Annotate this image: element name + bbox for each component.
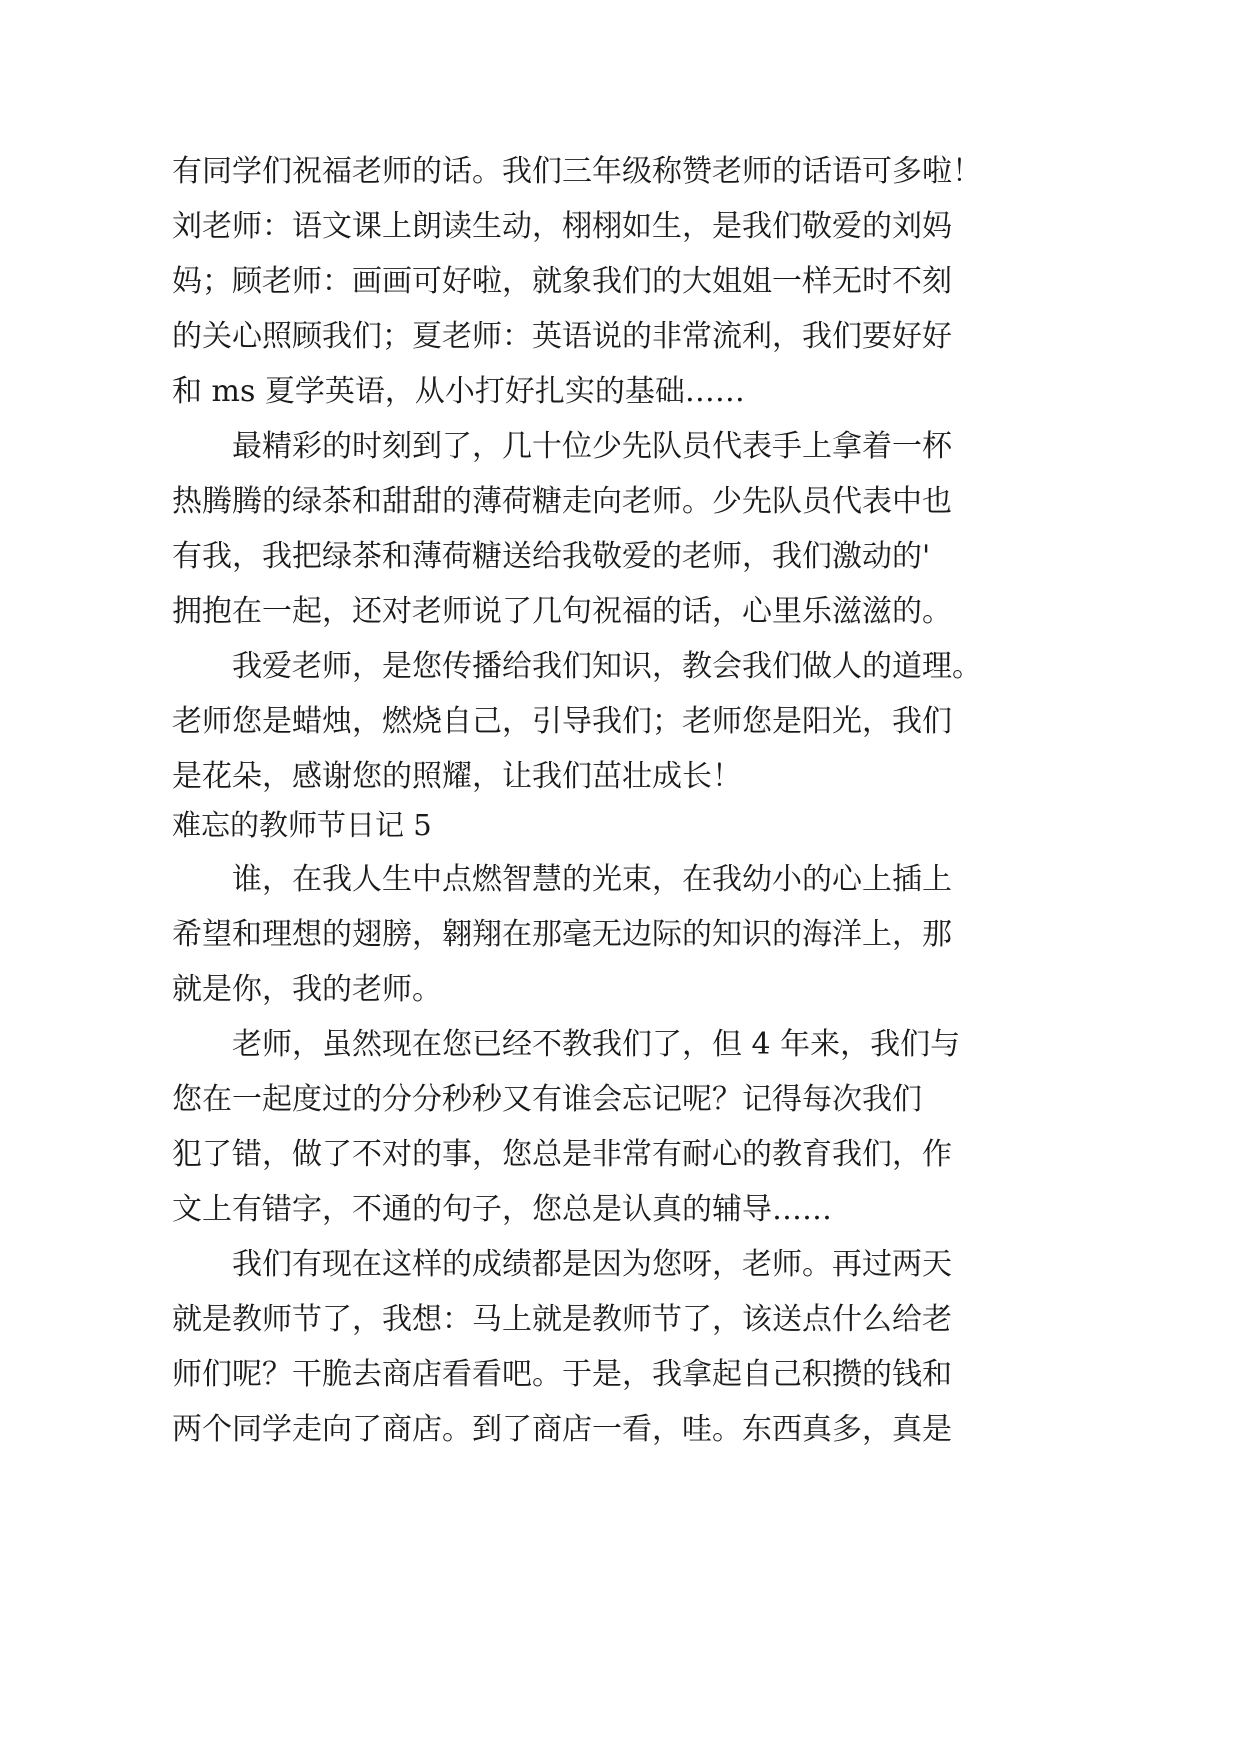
text-line [0, 1080, 1241, 1120]
text-line-content: 妈；顾老师：画画可好啦，就象我们的大姐姐一样无时不刻 [172, 264, 952, 299]
text-line [0, 702, 1241, 742]
section-heading-text: 难忘的教师节日记 5 [172, 808, 432, 842]
text-line [0, 317, 1241, 357]
text-line-content: 师们呢？干脆去商店看看吧。于是，我拿起自己积攒的钱和 [172, 1357, 952, 1392]
text-line [0, 262, 1241, 302]
text-line [0, 1245, 1241, 1285]
text-line-content: 我爱老师，是您传播给我们知识，教会我们做人的道理。 [232, 649, 982, 684]
section-heading [0, 805, 1241, 845]
text-line-content: 是花朵，感谢您的照耀，让我们茁壮成长！ [172, 759, 742, 794]
text-line-content: 您在一起度过的分分秒秒又有谁会忘记呢？记得每次我们 [172, 1082, 922, 1117]
text-line [0, 482, 1241, 522]
text-line-content: 有同学们祝福老师的话。我们三年级称赞老师的话语可多啦！ [172, 154, 982, 189]
text-line [0, 372, 1241, 412]
text-line [0, 1410, 1241, 1450]
text-line-content: 老师，虽然现在您已经不教我们了，但 4 年来，我们与 [232, 1027, 961, 1062]
text-line [0, 915, 1241, 955]
text-line-content: 拥抱在一起，还对老师说了几句祝福的话，心里乐滋滋的。 [172, 594, 952, 629]
text-line-content: 老师您是蜡烛，燃烧自己，引导我们；老师您是阳光，我们 [172, 704, 952, 739]
text-line-content: 有我，我把绿茶和薄荷糖送给我敬爱的老师，我们激动的' [172, 539, 931, 574]
text-line [0, 757, 1241, 797]
text-line [0, 207, 1241, 247]
text-line [0, 647, 1241, 687]
text-line-content: 就是教师节了，我想：马上就是教师节了，该送点什么给老 [172, 1302, 952, 1337]
text-line-content: 两个同学走向了商店。到了商店一看，哇。东西真多，真是 [172, 1412, 952, 1447]
text-line [0, 1025, 1241, 1065]
text-line-content: 和 ms 夏学英语，从小打好扎实的基础…… [172, 374, 745, 409]
text-line [0, 1135, 1241, 1175]
text-line [0, 427, 1241, 467]
text-line-content: 我们有现在这样的成绩都是因为您呀，老师。再过两天 [232, 1247, 952, 1282]
text-line [0, 860, 1241, 900]
text-line [0, 592, 1241, 632]
text-line-content: 热腾腾的绿茶和甜甜的薄荷糖走向老师。少先队员代表中也 [172, 484, 952, 519]
text-line [0, 1190, 1241, 1230]
text-line-content: 文上有错字，不通的句子，您总是认真的辅导…… [172, 1192, 832, 1227]
text-line-content: 刘老师：语文课上朗读生动，栩栩如生，是我们敬爱的刘妈 [172, 209, 952, 244]
text-line [0, 1355, 1241, 1395]
text-line-content: 希望和理想的翅膀，翱翔在那毫无边际的知识的海洋上，那 [172, 917, 952, 952]
text-line [0, 1300, 1241, 1340]
text-line-content: 就是你，我的老师。 [172, 972, 442, 1007]
text-line [0, 537, 1241, 577]
text-line-content: 谁，在我人生中点燃智慧的光束，在我幼小的心上插上 [232, 862, 952, 897]
text-line [0, 970, 1241, 1010]
text-line-content: 最精彩的时刻到了，几十位少先队员代表手上拿着一杯 [232, 429, 952, 464]
text-line [0, 152, 1241, 192]
text-line-content: 的关心照顾我们；夏老师：英语说的非常流利，我们要好好 [172, 319, 952, 354]
text-line-content: 犯了错，做了不对的事，您总是非常有耐心的教育我们，作 [172, 1137, 952, 1172]
